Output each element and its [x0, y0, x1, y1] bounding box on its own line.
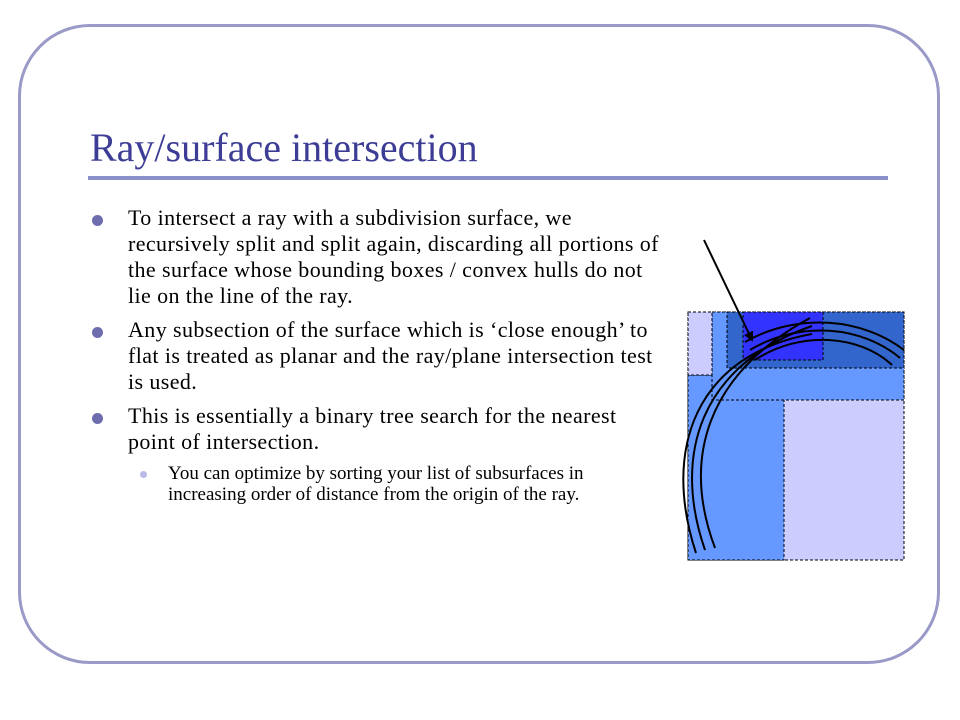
- sub-bullet-dot-icon: [140, 471, 147, 478]
- bounding-box-light-strip: [688, 312, 712, 375]
- bullet-item: [90, 403, 660, 455]
- bullet-item: [90, 317, 660, 395]
- bullet-dot-icon: [92, 413, 103, 424]
- bullet-dot-icon: [92, 215, 103, 226]
- subdivision-diagram: [680, 230, 920, 570]
- bullet-text: Any subsection of the surface which is ‘close enough’ to flat is treated as planar and the ray/plane intersection test is used.: [128, 317, 653, 394]
- bullet-list: [90, 205, 660, 505]
- bullet-text: To intersect a ray with a subdivision surface, we recursively split and split again, discarding all portions of the surface whose bounding boxes / convex hulls do not lie on the line of the ray.: [128, 205, 659, 308]
- bullet-item: [90, 205, 660, 309]
- slide-title: Ray/surface intersection: [90, 125, 478, 170]
- title-underline: [88, 176, 888, 180]
- sub-bullet-text: You can optimize by sorting your list of subsurfaces in increasing order of distance from the origin of the ray.: [168, 463, 584, 505]
- bullet-text: This is essentially a binary tree search for the nearest point of intersection.: [128, 403, 617, 454]
- bullet-dot-icon: [92, 327, 103, 338]
- sub-bullet-item: [90, 463, 660, 505]
